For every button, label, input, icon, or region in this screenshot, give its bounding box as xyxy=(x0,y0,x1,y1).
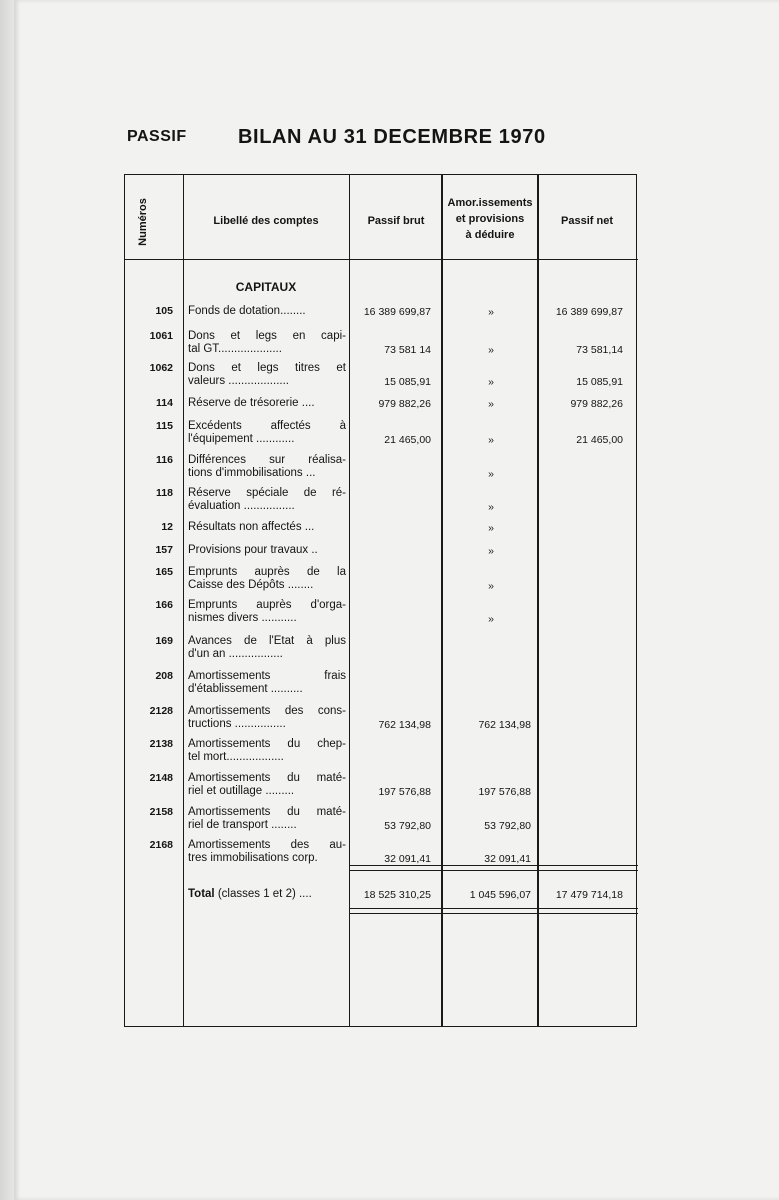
account-label-line: Emprunts auprès d'orga- xyxy=(188,599,346,611)
cell-amortissements: » xyxy=(488,501,494,513)
total-passif-brut: 18 525 310,25 xyxy=(363,889,431,901)
cell-passif-brut: 16 389 699,87 xyxy=(363,306,431,318)
page-spine xyxy=(0,0,14,1200)
account-number: 2128 xyxy=(149,705,173,717)
col-header-amortissements: Amor.issements et provisions à déduire xyxy=(447,197,533,241)
account-label xyxy=(188,839,346,865)
account-number: 2168 xyxy=(149,839,173,851)
account-label-line: Dons et legs titres et xyxy=(188,362,346,374)
account-label xyxy=(188,635,346,661)
account-label xyxy=(188,305,346,318)
account-number: 116 xyxy=(156,454,173,466)
total-rule-brut xyxy=(349,908,441,914)
cell-amortissements: » xyxy=(488,434,494,446)
account-label xyxy=(188,487,346,513)
account-label-line: Amortissements du maté- xyxy=(188,806,346,818)
account-label xyxy=(188,772,346,798)
account-label-line: Amortissements frais xyxy=(188,670,346,682)
account-label xyxy=(188,670,346,696)
cell-amortissements: » xyxy=(488,613,494,625)
section-title-capitaux: CAPITAUX xyxy=(235,280,297,294)
account-label-line: tructions ................ xyxy=(188,718,286,730)
account-label-line: Provisions pour travaux .. xyxy=(188,544,318,556)
cell-amortissements: » xyxy=(488,468,494,480)
account-label-line: valeurs ................... xyxy=(188,375,289,387)
account-label xyxy=(188,521,346,534)
account-number: 157 xyxy=(155,544,173,556)
account-label-line: tal GT.................... xyxy=(188,343,282,355)
cell-passif-net: 15 085,91 xyxy=(576,376,623,388)
page-header xyxy=(127,128,627,156)
account-label xyxy=(188,599,346,625)
cell-amortissements: 762 134,98 xyxy=(478,719,531,731)
account-label-line: évaluation ................ xyxy=(188,500,295,512)
col-header-passif-net: Passif net xyxy=(561,215,613,227)
cell-amortissements: » xyxy=(488,522,494,534)
total-amortissements: 1 045 596,07 xyxy=(469,889,531,901)
cell-amortissements: » xyxy=(488,376,494,388)
account-label xyxy=(188,397,346,410)
total-label: Total (classes 1 et 2) .... xyxy=(188,888,312,900)
account-label xyxy=(188,738,346,764)
account-label-line: l'équipement ............ xyxy=(188,433,295,445)
account-label xyxy=(188,544,346,557)
account-label-line: d'un an ................. xyxy=(188,648,283,660)
cell-passif-brut: 21 465,00 xyxy=(384,434,431,446)
cell-amortissements: 197 576,88 xyxy=(478,786,531,798)
account-number: 208 xyxy=(155,670,173,682)
cell-amortissements: 53 792,80 xyxy=(484,820,531,832)
cell-passif-brut: 32 091,41 xyxy=(384,853,431,865)
cell-passif-net: 16 389 699,87 xyxy=(555,306,623,318)
account-label-line: tions d'immobilisations ... xyxy=(188,467,316,479)
account-label-line: Amortissements du maté- xyxy=(188,772,346,784)
account-label-line: nismes divers ........... xyxy=(188,612,297,624)
account-label-line: tel mort.................. xyxy=(188,751,284,763)
account-label-line: Amortissements des au- xyxy=(188,839,346,851)
account-number: 169 xyxy=(155,635,173,647)
col-header-passif-brut: Passif brut xyxy=(367,215,425,227)
account-label xyxy=(188,420,346,446)
account-label xyxy=(188,330,346,356)
cell-amortissements: » xyxy=(488,344,494,356)
account-label-line: Dons et legs en capi- xyxy=(188,330,346,342)
cell-passif-net: 21 465,00 xyxy=(576,434,623,446)
account-number: 166 xyxy=(155,599,173,611)
cell-passif-brut: 15 085,91 xyxy=(384,376,431,388)
account-label xyxy=(188,566,346,592)
account-label-line: Réserve de trésorerie .... xyxy=(188,397,315,409)
account-label-line: tres immobilisations corp. xyxy=(188,852,318,864)
account-label-line: d'établissement .......... xyxy=(188,683,303,695)
cell-amortissements: » xyxy=(488,580,494,592)
cell-passif-brut: 762 134,98 xyxy=(378,719,431,731)
cell-amortissements: » xyxy=(488,545,494,557)
section-label: PASSIF xyxy=(127,128,187,145)
subtotal-rule-amort xyxy=(443,865,537,871)
account-label xyxy=(188,806,346,832)
header-rule xyxy=(125,259,638,260)
account-number: 105 xyxy=(155,305,173,317)
cell-passif-net: 979 882,26 xyxy=(570,398,623,410)
account-number: 1062 xyxy=(149,362,173,374)
col-header-libelle: Libellé des comptes xyxy=(213,215,319,227)
rule-numeros xyxy=(183,175,184,1026)
account-label xyxy=(188,362,346,388)
account-label-line: Résultats non affectés ... xyxy=(188,521,315,533)
account-number: 2138 xyxy=(149,738,173,750)
total-rule-amort xyxy=(443,908,537,914)
cell-passif-brut: 53 792,80 xyxy=(384,820,431,832)
account-number: 165 xyxy=(155,566,173,578)
account-label-line: riel de transport ........ xyxy=(188,819,297,831)
account-label-line: Avances de l'Etat à plus xyxy=(188,635,346,647)
cell-passif-brut: 197 576,88 xyxy=(378,786,431,798)
account-label-line: Excédents affectés à xyxy=(188,420,346,432)
account-label-line: riel et outillage ......... xyxy=(188,785,295,797)
account-label-line: Amortissements du chep- xyxy=(188,738,346,750)
page-title: BILAN AU 31 DECEMBRE 1970 xyxy=(238,126,546,148)
account-label-line: Amortissements des cons- xyxy=(188,705,346,717)
account-number: 12 xyxy=(161,521,173,533)
account-label xyxy=(188,454,346,480)
total-rule-net xyxy=(539,908,638,914)
balance-sheet-table xyxy=(124,174,637,1027)
account-label-line: Emprunts auprès de la xyxy=(188,566,346,578)
account-number: 2148 xyxy=(149,772,173,784)
account-number: 115 xyxy=(156,420,173,432)
cell-passif-brut: 73 581 14 xyxy=(384,344,431,356)
account-label-line: Fonds de dotation........ xyxy=(188,305,306,317)
col-header-numeros: Numéros xyxy=(137,198,149,246)
account-label xyxy=(188,705,346,731)
subtotal-rule-brut xyxy=(349,865,441,871)
account-number: 114 xyxy=(156,397,173,409)
subtotal-rule-net xyxy=(539,865,638,871)
account-label-line: Différences sur réalisa- xyxy=(188,454,346,466)
account-label-line: Réserve spéciale de ré- xyxy=(188,487,346,499)
cell-amortissements: » xyxy=(488,306,494,318)
account-label-line: Caisse des Dépôts ........ xyxy=(188,579,314,591)
account-number: 118 xyxy=(156,487,173,499)
account-number: 2158 xyxy=(149,806,173,818)
cell-amortissements: » xyxy=(488,398,494,410)
total-passif-net: 17 479 714,18 xyxy=(555,889,623,901)
cell-passif-brut: 979 882,26 xyxy=(378,398,431,410)
cell-amortissements: 32 091,41 xyxy=(484,853,531,865)
account-number: 1061 xyxy=(149,330,173,342)
cell-passif-net: 73 581,14 xyxy=(576,344,623,356)
